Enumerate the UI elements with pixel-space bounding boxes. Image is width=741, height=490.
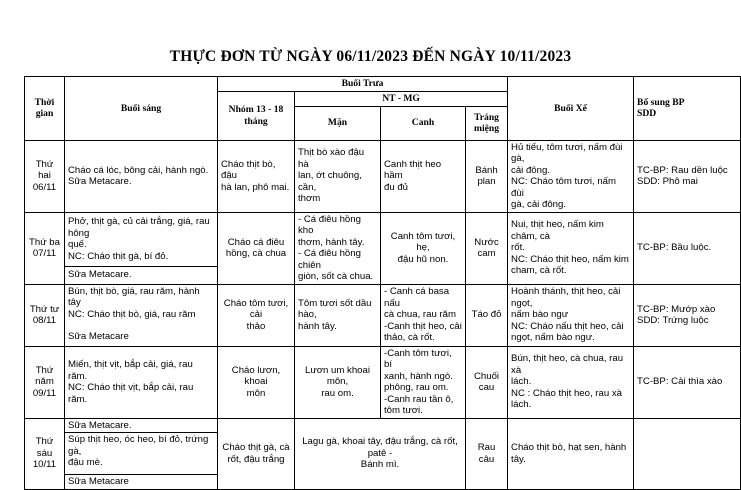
nhom-monday: Cháo thịt bò, đậu hà lan, phô mai. (218, 140, 295, 212)
header-afternoon: Buổi Xế (508, 77, 634, 141)
canh-monday: Canh thịt heo hầm đu đủ (381, 140, 466, 212)
extra-friday (634, 418, 741, 489)
dessert-tuesday: Nước cam (466, 212, 508, 284)
dessert-monday: Bánh plan (466, 140, 508, 212)
canh-tuesday: Canh tôm tươi, hẹ, đậu hũ non. (381, 212, 466, 284)
afternoon-tuesday: Nui, thịt heo, nấm kim châm, cà rốt. NC: Cháo thịt heo, nấm kim cham, cà rốt. (508, 212, 634, 284)
extra-thursday: TC-BP: Cải thìa xào (634, 346, 741, 418)
milk-thursday: Sữa Metacare. (65, 418, 218, 433)
afternoon-wednesday: Hoành thánh, thịt heo, cải ngọt, nấm bào ngư NC: Cháo nấu thịt heo, cải ngọt, nấm bào ngư. (508, 284, 634, 346)
nhom-tuesday: Cháo cá điêu hồng, cà chua (218, 212, 295, 284)
breakfast-thursday: Miến, thịt vịt, bắp cải, giá, rau răm. NC: Cháo thịt vịt, bắp cải, rau răm. (65, 346, 218, 418)
afternoon-thursday: Bún, thịt heo, cà chua, rau xà lách. NC : Cháo thịt heo, rau xà lách. (508, 346, 634, 418)
canh-wednesday: - Canh cá basa nấu cà chua, rau răm -Canh thịt heo, cải thảo, cà rốt. (381, 284, 466, 346)
dessert-wednesday: Táo đỏ (466, 284, 508, 346)
day-tuesday: Thứ ba 07/11 (25, 212, 65, 284)
breakfast-friday: Súp thịt heo, óc heo, bí đỏ, trứng gà, đậu mè. (65, 433, 218, 475)
afternoon-friday: Cháo thịt bò, hạt sen, hành tây. (508, 418, 634, 489)
man-canh-friday: Lagu gà, khoai tây, đậu trắng, cà rốt, patê - Bánh mì. (295, 418, 466, 489)
day-thursday: Thứ năm 09/11 (25, 346, 65, 418)
dessert-thursday: Chuối cau (466, 346, 508, 418)
nhom-thursday: Cháo lươn, khoai môn (218, 346, 295, 418)
header-breakfast: Buổi sáng (65, 77, 218, 141)
extra-monday: TC-BP: Rau dền luộc SDD: Phô mai (634, 140, 741, 212)
day-wednesday: Thứ tư 08/11 (25, 284, 65, 346)
header-time: Thời gian (25, 77, 65, 141)
canh-thursday: -Canh tôm tươi, bí xanh, hành ngò. phông, rau om. -Canh rau tần ô, tôm tươi. (381, 346, 466, 418)
day-friday: Thứ sáu 10/11 (25, 418, 65, 489)
man-monday: Thịt bò xào đậu hà lan, ớt chuông, cần, thơm (295, 140, 381, 212)
milk-wednesday: Sữa Metacare (65, 328, 218, 346)
header-lunch: Buổi Trưa (218, 77, 508, 92)
breakfast-monday: Cháo cá lóc, bông cải, hành ngò. Sữa Metacare. (65, 140, 218, 212)
nhom-friday: Cháo thịt gà, cà rốt, đậu trắng (218, 418, 295, 489)
header-canh: Canh (381, 106, 466, 140)
header-trang-mieng: Tráng miệng (466, 106, 508, 140)
header-nhom: Nhóm 13 - 18 tháng (218, 92, 295, 141)
nhom-wednesday: Cháo tôm tươi, cải thảo (218, 284, 295, 346)
man-tuesday: - Cá điêu hồng kho thơm, hành tây. - Cá điêu hồng chiên giòn, sốt cà chua. (295, 212, 381, 284)
header-extra: Bổ sung BP SDD (634, 77, 741, 141)
extra-tuesday: TC-BP: Bầu luộc. (634, 212, 741, 284)
breakfast-wednesday: Bún, thịt bò, giá, rau răm, hành tây NC: Cháo thịt bò, giá, rau răm (65, 284, 218, 328)
man-wednesday: Tôm tươi sốt dầu hào, hành tây. (295, 284, 381, 346)
dessert-friday: Rau câu (466, 418, 508, 489)
afternoon-monday: Hủ tiếu, tôm tươi, nấm đùi gà, cải đông. NC: Cháo tôm tươi, nấm đùi gà, cải đông. (508, 140, 634, 212)
milk-friday: Sữa Metacare (65, 475, 218, 490)
page-title: THỰC ĐƠN TỪ NGÀY 06/11/2023 ĐẾN NGÀY 10/11/2023 (169, 48, 572, 65)
breakfast-tuesday: Phở, thịt gà, củ cải trắng, giá, rau hông quế. NC: Cháo thịt gà, bí đỏ. (65, 212, 218, 266)
milk-tuesday: Sữa Metacare. (65, 266, 218, 284)
header-ntmg: NT - MG (295, 92, 508, 107)
menu-table (24, 76, 741, 490)
extra-wednesday: TC-BP: Mướp xào SDD: Trứng luộc (634, 284, 741, 346)
header-man: Mặn (295, 106, 381, 140)
day-monday: Thứ hai 06/11 (25, 140, 65, 212)
man-thursday: Lươn um khoai môn, rau om. (295, 346, 381, 418)
